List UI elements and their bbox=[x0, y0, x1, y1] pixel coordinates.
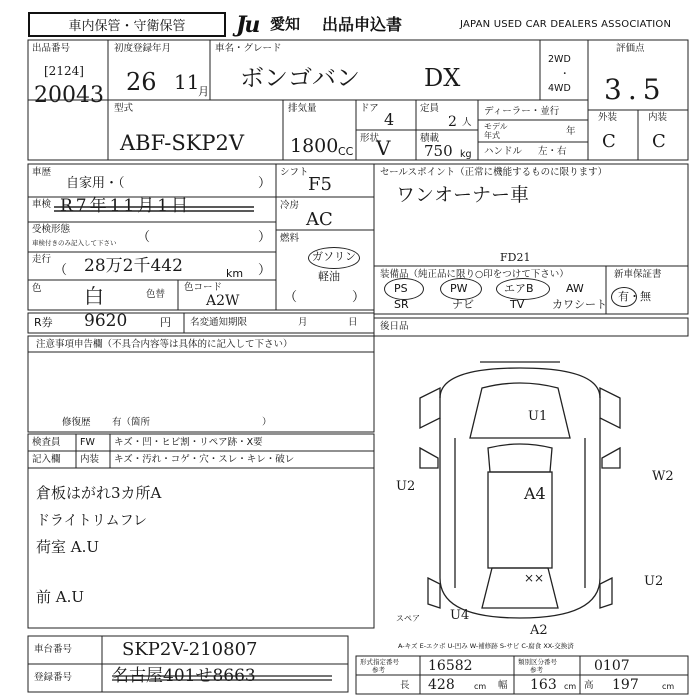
equip-navi: ナビ bbox=[452, 298, 474, 311]
equip-leather-seat: カワシート bbox=[552, 298, 607, 311]
storage-label: 車内保管・守衛保管 bbox=[28, 12, 226, 37]
fuel-gasoline: ガソリン bbox=[312, 250, 356, 263]
post-install-label: 後日品 bbox=[380, 321, 409, 332]
mileage-close: ） bbox=[258, 263, 272, 278]
aircon-label: 冷房 bbox=[280, 200, 300, 211]
grade-label: 評価点 bbox=[616, 43, 645, 54]
width-label: 幅 bbox=[498, 680, 508, 691]
capacity-label: 定員 bbox=[420, 103, 440, 114]
interior-label: 内装 bbox=[648, 112, 668, 123]
width-value: 163 bbox=[530, 677, 557, 693]
model-year-label-1: モデル bbox=[484, 122, 508, 131]
equipment-label: 装備品（純正品に限り○印をつけて下さい） bbox=[380, 269, 569, 280]
org-name: 愛知 bbox=[270, 15, 301, 33]
history-close: ） bbox=[258, 176, 272, 191]
receive-note: 車検付きのみ記入して下さい bbox=[32, 239, 117, 247]
new-warranty-options: 有・無 bbox=[618, 290, 651, 303]
lot-number-label: 出品番号 bbox=[32, 43, 71, 54]
fuel-open: （ bbox=[284, 290, 298, 305]
lot-sub-number: [2124] bbox=[44, 64, 84, 78]
class-label-1: 類別区分番号 bbox=[518, 658, 557, 666]
mileage-unit: km bbox=[226, 267, 244, 280]
displacement-label: 排気量 bbox=[288, 103, 317, 114]
equip-airbag-circle bbox=[496, 278, 550, 300]
interior-grade: C bbox=[652, 131, 666, 152]
dmg-rear-right: U2 bbox=[644, 574, 664, 589]
registration-year: 26 bbox=[126, 68, 157, 96]
note-line-3: 荷室 A.U bbox=[36, 538, 100, 556]
note-line-1: 倉板はがれ3カ所A bbox=[36, 484, 162, 502]
class-label-2: 参考 bbox=[530, 666, 543, 674]
length-value: 428 bbox=[428, 677, 455, 693]
mileage-label: 走行 bbox=[32, 254, 52, 265]
equip-airbag: エアB bbox=[504, 282, 534, 295]
plate-value: 名古屋401せ8663 bbox=[112, 666, 256, 686]
association-name: JAPAN USED CAR DEALERS ASSOCIATION bbox=[460, 19, 672, 30]
load-label: 積載 bbox=[420, 133, 440, 144]
equip-ps: PS bbox=[394, 282, 408, 295]
equip-pw-circle bbox=[440, 278, 482, 300]
inspector-row2-key: 内装 bbox=[80, 454, 100, 465]
type-label-2: 参考 bbox=[372, 666, 385, 674]
registration-label: 初度登録年月 bbox=[114, 43, 172, 54]
car-name-label: 車名・グレード bbox=[215, 43, 282, 54]
form-title: 出品申込書 bbox=[322, 15, 403, 34]
equip-sr: SR bbox=[394, 298, 409, 311]
recycle-unit: 円 bbox=[160, 316, 171, 329]
plate-label: 登録番号 bbox=[34, 672, 73, 683]
shift-value: F5 bbox=[308, 174, 332, 195]
dmg-left: U2 bbox=[396, 479, 416, 494]
handle-options: 左・右 bbox=[538, 146, 567, 157]
fuel-label: 燃料 bbox=[280, 233, 300, 244]
inspector-row1-text: キズ・凹・ヒビ割・リペア跡・X要 bbox=[114, 437, 263, 448]
inspector-row1-key: FW bbox=[80, 437, 95, 448]
capacity: 2 bbox=[448, 114, 457, 130]
plate-strike bbox=[112, 674, 342, 684]
note-line-2: ドライトリムフレ bbox=[36, 513, 148, 529]
sales-point-text: ワンオーナー車 bbox=[396, 184, 530, 206]
repair-close: ） bbox=[262, 417, 272, 428]
diagram-legend: A-キズ E-エクボ U-凹み W-補修跡 S-サビ C-腐食 XX-交換済 bbox=[398, 642, 574, 650]
chassis-label: 車台番号 bbox=[34, 644, 73, 655]
lot-number: 20043 bbox=[34, 83, 104, 108]
mileage-open: （ bbox=[54, 263, 68, 278]
capacity-unit: 人 bbox=[462, 117, 472, 128]
drive-2wd: 2WD bbox=[548, 54, 571, 65]
notice-label: 注意事項申告欄（不具合内容等は具体的に記入して下さい） bbox=[36, 339, 293, 350]
inspection-label: 車検 bbox=[32, 199, 52, 210]
recycle-label: R券 bbox=[34, 316, 53, 329]
dmg-center: A4 bbox=[524, 484, 546, 503]
chassis-value: SKP2V-210807 bbox=[122, 639, 258, 660]
dmg-rear-center: ×× bbox=[524, 571, 545, 585]
history-label: 車歴 bbox=[32, 167, 52, 178]
new-warranty-circle bbox=[611, 287, 637, 307]
drive-4wd: 4WD bbox=[548, 83, 571, 94]
drive-sep: ・ bbox=[560, 69, 570, 80]
shape: V bbox=[376, 136, 391, 160]
width-unit: cm bbox=[564, 682, 577, 691]
height-unit: cm bbox=[662, 682, 675, 691]
type-value: 16582 bbox=[428, 658, 473, 674]
height-label: 高 bbox=[584, 680, 594, 691]
dmg-right: W2 bbox=[652, 469, 674, 484]
model-code: ABF-SKP2V bbox=[120, 131, 245, 155]
model-year-label-2: 年式 bbox=[484, 131, 500, 140]
dealer-label: ディーラー・並行 bbox=[484, 106, 560, 117]
equip-pw: PW bbox=[450, 282, 468, 295]
repair-value: 有（箇所 bbox=[112, 417, 151, 428]
registration-month: 11 bbox=[174, 70, 200, 94]
fuel-diesel: 軽油 bbox=[318, 270, 340, 283]
shift-label: シフト bbox=[280, 167, 309, 178]
handle-label: ハンドル bbox=[484, 146, 523, 157]
inspector-label-1: 検査員 bbox=[32, 437, 61, 448]
repair-label: 修復歴 bbox=[62, 417, 91, 428]
transfer-day-unit: 日 bbox=[348, 317, 358, 328]
load: 750 bbox=[424, 142, 453, 160]
inspector-row2-text: キズ・汚れ・コゲ・穴・スレ・キレ・破レ bbox=[114, 454, 295, 465]
equip-ps-circle bbox=[384, 278, 424, 300]
class-value: 0107 bbox=[594, 658, 630, 674]
car-grade: DX bbox=[424, 64, 461, 92]
note-line-4: 前 A.U bbox=[36, 588, 85, 606]
color-code: A2W bbox=[206, 293, 240, 309]
dmg-bottom: A2 bbox=[530, 623, 548, 638]
spare-label: スペア bbox=[396, 614, 420, 623]
receive-close: ） bbox=[258, 230, 272, 245]
dmg-rear-left: U4 bbox=[450, 608, 470, 623]
grade-score: 3.5 bbox=[604, 73, 667, 106]
registration-month-unit: 月 bbox=[198, 85, 209, 98]
load-unit: kg bbox=[460, 149, 472, 160]
fuel-close: ） bbox=[352, 290, 366, 305]
ju-logo: Ju bbox=[236, 12, 259, 38]
sales-point-label: セールスポイント（正常に機能するものに限ります） bbox=[380, 167, 608, 178]
length-unit: cm bbox=[474, 682, 487, 691]
new-warranty-label: 新車保証書 bbox=[614, 269, 662, 280]
model-year-unit: 年 bbox=[566, 126, 576, 137]
color-code-label: 色コード bbox=[184, 282, 223, 293]
color-value: 白 bbox=[84, 284, 104, 308]
color-label: 色 bbox=[32, 283, 42, 294]
equip-aw: AW bbox=[566, 282, 584, 295]
car-name: ボンゴバン bbox=[240, 64, 360, 92]
doors: 4 bbox=[384, 110, 395, 129]
aircon-value: AC bbox=[306, 209, 333, 230]
inspection-strike bbox=[54, 205, 294, 215]
model-label: 型式 bbox=[114, 103, 134, 114]
receive-open: （ bbox=[137, 230, 151, 245]
inspector-label-2: 記入欄 bbox=[32, 454, 61, 465]
length-label: 長 bbox=[400, 680, 410, 691]
dmg-roof: U1 bbox=[528, 409, 548, 424]
history-value: 自家用・（ bbox=[66, 176, 125, 191]
color-change-label: 色替 bbox=[146, 289, 166, 300]
shape-label: 形状 bbox=[360, 133, 380, 144]
doors-label: ドア bbox=[360, 103, 379, 114]
transfer-label: 名変通知期限 bbox=[190, 317, 248, 328]
exterior-grade: C bbox=[602, 131, 616, 152]
exterior-label: 外装 bbox=[598, 112, 618, 123]
transfer-month-unit: 月 bbox=[298, 317, 308, 328]
receive-label: 受検形態 bbox=[32, 224, 71, 235]
equipment-note: FD21 bbox=[500, 251, 531, 264]
mileage-value: 28万2千442 bbox=[84, 256, 183, 276]
displacement-unit: CC bbox=[338, 145, 354, 158]
type-label-1: 形式指定番号 bbox=[360, 658, 399, 666]
recycle-value: 9620 bbox=[84, 311, 128, 331]
equip-tv: TV bbox=[510, 298, 525, 311]
height-value: 197 bbox=[612, 677, 639, 693]
inspection-value: R7年11月1日 bbox=[60, 196, 192, 216]
displacement: 1800 bbox=[290, 135, 339, 157]
